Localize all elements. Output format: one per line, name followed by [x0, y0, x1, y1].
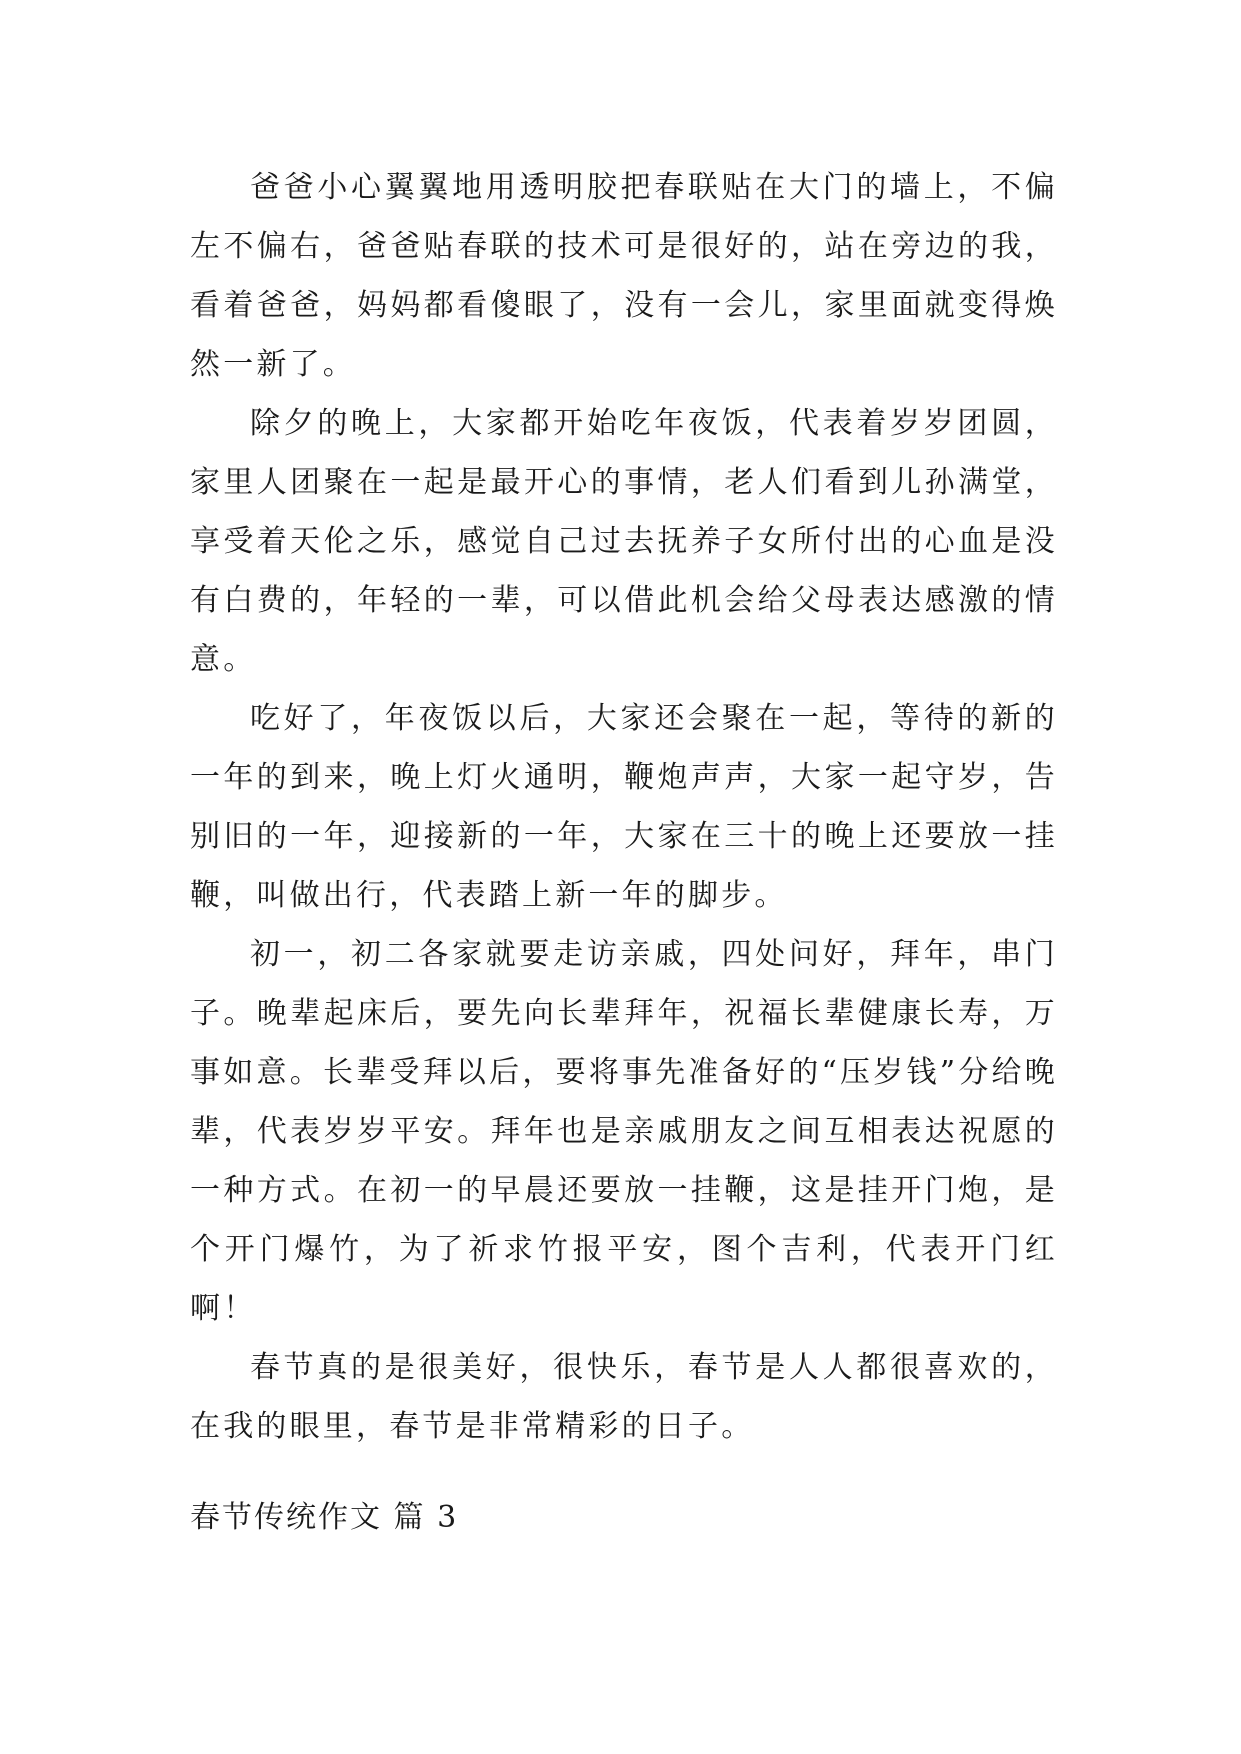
document-body — [190, 158, 1058, 1456]
paragraph-new-year-eve-dinner: 除夕的晚上，大家都开始吃年夜饭，代表着岁岁团圆，家里人团聚在一起是最开心的事情，老人们看到儿孙满堂，享受着天伦之乐，感觉自己过去抚养子女所付出的心血是没有白费的，年轻的一辈，可以借此机会给父母表达感激的情意。 — [190, 406, 1058, 677]
paragraph-conclusion: 春节真的是很美好，很快乐，春节是人人都很喜欢的，在我的眼里，春节是非常精彩的日子。 — [190, 1350, 1058, 1444]
paragraph-visiting-relatives: 初一，初二各家就要走访亲戚，四处问好，拜年，串门子。晚辈起床后，要先向长辈拜年，祝福长辈健康长寿，万事如意。长辈受拜以后，要将事先准备好的“压岁钱”分给晚辈，代表岁岁平安。拜年也是亲戚朋友之间互相表达祝愿的一种方式。在初一的早晨还要放一挂鞭，这是挂开门炮，是个开门爆竹，为了祈求竹报平安，图个吉利，代表开门红啊！ — [190, 937, 1058, 1326]
paragraph-staying-up: 吃好了，年夜饭以后，大家还会聚在一起，等待的新的一年的到来，晚上灯火通明，鞭炮声声，大家一起守岁，告别旧的一年，迎接新的一年，大家在三十的晚上还要放一挂鞭，叫做出行，代表踏上新一年的脚步。 — [190, 701, 1058, 913]
paragraph-couplets: 爸爸小心翼翼地用透明胶把春联贴在大门的墙上，不偏左不偏右，爸爸贴春联的技术可是很好的，站在旁边的我，看着爸爸，妈妈都看傻眼了，没有一会儿，家里面就变得焕然一新了。 — [190, 170, 1058, 382]
section-heading: 春节传统作文 篇 3 — [190, 1500, 459, 1535]
